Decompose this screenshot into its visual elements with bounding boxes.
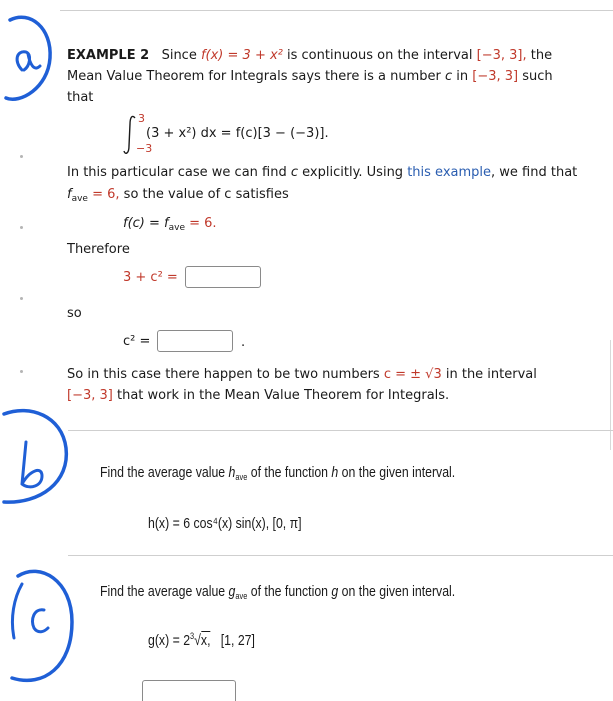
conclusion-line-1: So in this case there happen to be two numbers c = ± √3 in the interval bbox=[67, 367, 537, 382]
example-link[interactable]: this example bbox=[407, 165, 492, 180]
handwritten-label-c bbox=[0, 558, 80, 700]
example-heading: EXAMPLE 2 bbox=[67, 48, 150, 63]
top-divider bbox=[60, 10, 613, 11]
problem-c-prompt: Find the average value $g_{ave}$ of the function g on the given interval. bbox=[100, 583, 456, 601]
answer-box-top-edge[interactable] bbox=[142, 680, 236, 701]
radical-sign-icon: √ bbox=[194, 632, 201, 649]
eq1-answer-input[interactable] bbox=[185, 266, 261, 288]
margin-dot bbox=[20, 297, 23, 300]
margin-dot bbox=[20, 370, 23, 373]
paragraph-line-2: $f_{ave} = 6$, so the value of c satisfies bbox=[67, 187, 289, 204]
eq2-answer-input[interactable] bbox=[157, 330, 233, 352]
eq2-period: . bbox=[241, 335, 246, 350]
integral-lower-limit: −3 bbox=[136, 142, 153, 155]
so-label: so bbox=[67, 306, 82, 321]
paragraph-line-1: In this particular case we can find c explicitly. Using this example, we find that bbox=[67, 165, 578, 180]
therefore-label: Therefore bbox=[67, 242, 130, 257]
eq2-left: c² = bbox=[123, 334, 151, 349]
problem-c-function: $g(x) = 2^3√x$, [1, 27] bbox=[148, 631, 255, 649]
margin-dot bbox=[20, 155, 23, 158]
integral-equation bbox=[118, 112, 418, 158]
example-line-3: that bbox=[67, 90, 94, 105]
example-line-1: EXAMPLE 2 Since f(x) = 3 + x² is continuous on the interval [−3, 3], the bbox=[67, 48, 553, 63]
handwritten-label-b bbox=[0, 402, 72, 508]
example-line-2: Mean Value Theorem for Integrals says there is a number c in [−3, 3] such bbox=[67, 69, 553, 84]
integral-upper-limit: 3 bbox=[138, 112, 145, 125]
margin-dot bbox=[20, 226, 23, 229]
handwritten-label-a bbox=[0, 8, 60, 108]
problem-b-function: h(x) = 6 cos⁴(x) sin(x), [0, π] bbox=[148, 515, 302, 532]
fc-equation: $f(c) = f_{ave} = 6$. bbox=[123, 216, 217, 233]
eq1-left: 3 + c² = bbox=[123, 270, 178, 285]
conclusion-line-2: [−3, 3] that work in the Mean Value Theorem for Integrals. bbox=[67, 388, 450, 403]
problem-b-prompt: Find the average value $h_{ave}$ of the function h on the given interval. bbox=[100, 464, 456, 482]
problem-b-divider bbox=[68, 430, 613, 431]
problem-c-divider bbox=[68, 555, 613, 556]
root-index: 3 bbox=[190, 631, 195, 641]
right-edge-line bbox=[610, 340, 611, 450]
integral-expression: (3 + x²) dx = f(c)[3 − (−3)]. bbox=[146, 126, 329, 141]
